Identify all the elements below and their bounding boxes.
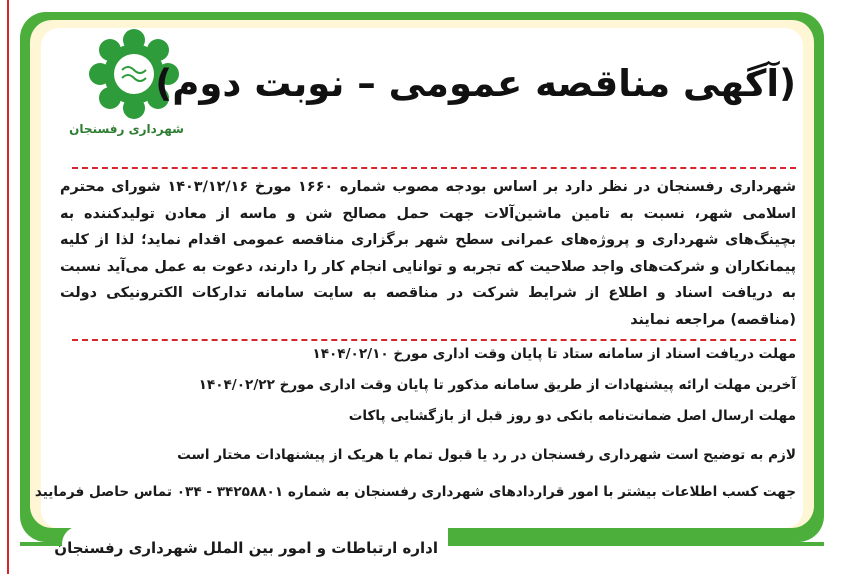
left-red-rule <box>7 0 9 574</box>
detail-documents-deadline: مهلت دریافت اسناد از سامانه ستاد تا پایان وقت اداری مورخ ۱۴۰۴/۰۲/۱۰ <box>312 346 796 362</box>
notice-title: (آگهی مناقصه عمومی – نوبت دوم) <box>155 62 796 105</box>
detail-contact-info: جهت کسب اطلاعات بیشتر با امور قراردادهای شهرداری رفسنجان به شماره ۳۴۲۵۸۸۰۱ - ۰۳۴ تماس حاصل فرمایید <box>34 484 796 500</box>
footer-department: اداره ارتباطات و امور بین الملل شهرداری رفسنجان <box>54 539 438 557</box>
detail-rights-note: لازم به توضیح است شهرداری رفسنجان در رد یا قبول تمام یا هریک از پیشنهادات مختار است <box>177 447 796 463</box>
logo-caption: شهرداری رفسنجان <box>69 122 184 136</box>
divider-top <box>72 167 796 169</box>
divider-middle <box>72 339 796 341</box>
detail-guarantee-deadline: مهلت ارسال اصل ضمانت‌نامه بانکی دو روز قبل از بازگشایی پاکات <box>348 408 796 424</box>
notice-body: شهرداری رفسنجان در نظر دارد بر اساس بودجه مصوب شماره ۱۶۶۰ مورخ ۱۴۰۳/۱۲/۱۶ شورای محترم اسلامی شهر، نسبت به تامین ماشین‌آلات جهت حمل مصالح شن و ماسه از معادن تولیدکننده به بچینگ‌های شهرداری و پروژه‌های عمرانی سطح شهر برگزاری مناقصه عمومی اقدام نماید؛ لذا از کلیه پیمانکاران و شرکت‌های واجد صلاحیت که تجربه و توانایی انجام کار را دارند، دعوت به عمل می‌آید نسبت به دریافت اسناد و اطلاع از شرایط شرکت در مناقصه به سایت سامانه تدارکات الکترونیکی دولت (مناقصه) مراجعه نمایند <box>60 179 797 328</box>
detail-proposal-deadline: آخرین مهلت ارائه پیشنهادات از طریق سامانه مذکور تا پایان وقت اداری مورخ ۱۴۰۴/۰۲/۲۲ <box>198 377 796 393</box>
